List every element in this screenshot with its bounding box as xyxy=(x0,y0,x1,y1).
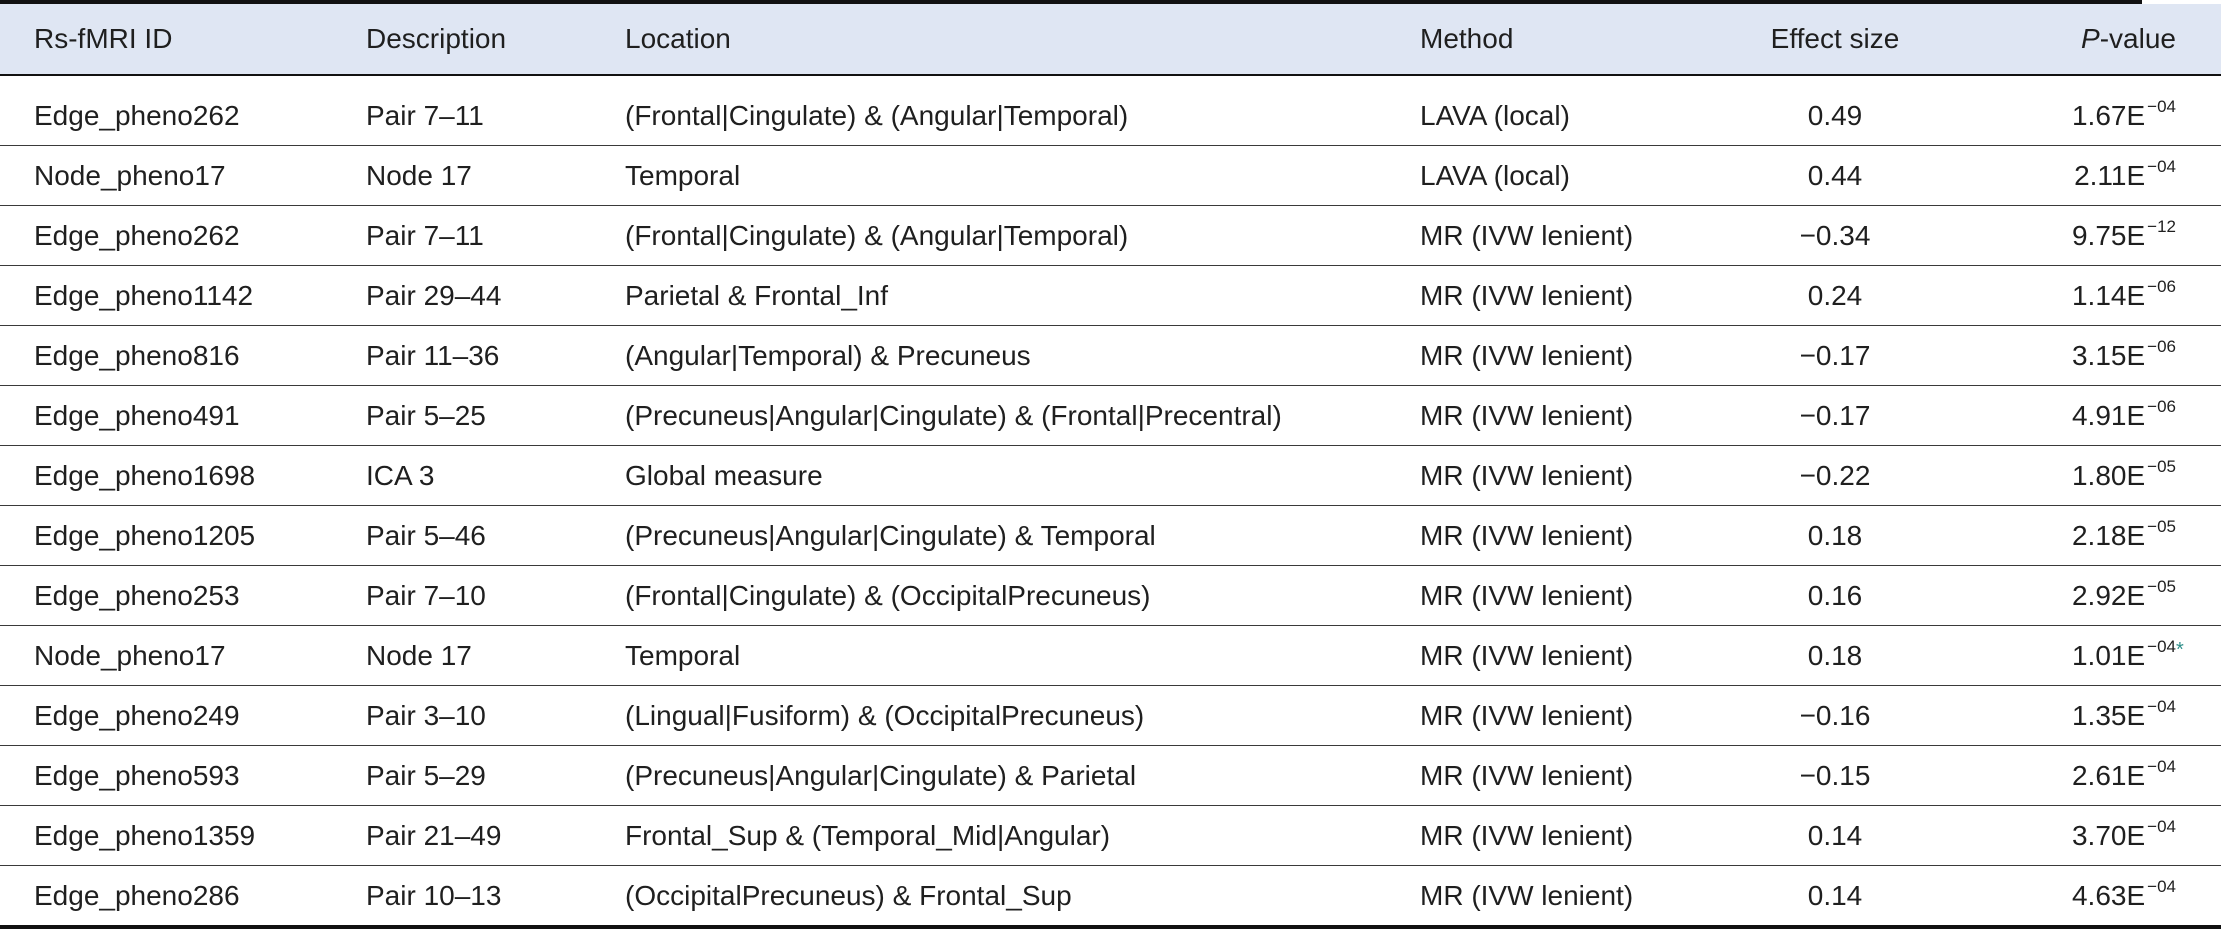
p-value-base: 1.35E xyxy=(2071,699,2146,731)
cell-effect-size: −0.34 xyxy=(1720,206,1950,266)
p-value-base: 3.15E xyxy=(2071,339,2146,371)
cell-location: (Frontal|Cingulate) & (OccipitalPrecuneus) xyxy=(625,566,1420,626)
cell-method: MR (IVW lenient) xyxy=(1420,566,1720,626)
cell-p-value xyxy=(1950,506,2221,566)
p-value-base: 2.92E xyxy=(2071,579,2146,611)
table-row xyxy=(0,806,2221,866)
cell-rs-fmri-id: Node_pheno17 xyxy=(0,146,366,206)
cell-location: Global measure xyxy=(625,446,1420,506)
results-table xyxy=(0,4,2221,929)
cell-effect-size: 0.14 xyxy=(1720,806,1950,866)
cell-location: Temporal xyxy=(625,626,1420,686)
table-row xyxy=(0,86,2221,146)
header-rs-fmri-id: Rs-fMRI ID xyxy=(0,4,366,75)
cell-p-value xyxy=(1950,746,2221,806)
cell-effect-size: −0.22 xyxy=(1720,446,1950,506)
cell-p-value xyxy=(1950,86,2221,146)
cell-effect-size: −0.17 xyxy=(1720,386,1950,446)
table-row xyxy=(0,206,2221,266)
cell-effect-size: −0.15 xyxy=(1720,746,1950,806)
p-value-base: 4.91E xyxy=(2071,399,2146,431)
cell-p-value xyxy=(1950,146,2221,206)
cell-p-value xyxy=(1950,806,2221,866)
cell-rs-fmri-id: Edge_pheno491 xyxy=(0,386,366,446)
spacer-row xyxy=(0,75,2221,86)
cell-method: LAVA (local) xyxy=(1420,146,1720,206)
table-row xyxy=(0,866,2221,928)
table-row xyxy=(0,266,2221,326)
table-row xyxy=(0,446,2221,506)
p-value-exponent: −06 xyxy=(2147,396,2176,416)
cell-description: Pair 5–46 xyxy=(366,506,625,566)
p-value-exponent: −04 xyxy=(2147,156,2176,176)
cell-location: (Precuneus|Angular|Cingulate) & (Frontal|Precentral) xyxy=(625,386,1420,446)
header-location: Location xyxy=(625,4,1420,75)
cell-method: MR (IVW lenient) xyxy=(1420,386,1720,446)
cell-location: (Lingual|Fusiform) & (OccipitalPrecuneus) xyxy=(625,686,1420,746)
cell-method: MR (IVW lenient) xyxy=(1420,206,1720,266)
cell-description: Pair 11–36 xyxy=(366,326,625,386)
cell-p-value xyxy=(1950,446,2221,506)
cell-method: MR (IVW lenient) xyxy=(1420,506,1720,566)
cell-p-value xyxy=(1950,386,2221,446)
p-value-exponent: −04 xyxy=(2147,636,2176,656)
p-value-base: 1.14E xyxy=(2071,279,2146,311)
cell-description: Pair 7–10 xyxy=(366,566,625,626)
cell-effect-size: 0.16 xyxy=(1720,566,1950,626)
cell-description: Pair 5–29 xyxy=(366,746,625,806)
p-value-exponent: −05 xyxy=(2147,576,2176,596)
p-value-exponent: −05 xyxy=(2147,516,2176,536)
table-row xyxy=(0,146,2221,206)
header-row xyxy=(0,4,2221,75)
cell-effect-size: −0.17 xyxy=(1720,326,1950,386)
p-value-exponent: −04 xyxy=(2147,876,2176,896)
cell-description: Pair 3–10 xyxy=(366,686,625,746)
p-value-exponent: −12 xyxy=(2147,216,2176,236)
p-value-base: 1.01E xyxy=(2071,639,2146,671)
cell-rs-fmri-id: Edge_pheno262 xyxy=(0,86,366,146)
cell-rs-fmri-id: Edge_pheno286 xyxy=(0,866,366,928)
p-value-exponent: −04 xyxy=(2147,816,2176,836)
cell-location: Frontal_Sup & (Temporal_Mid|Angular) xyxy=(625,806,1420,866)
table-row xyxy=(0,746,2221,806)
cell-rs-fmri-id: Edge_pheno253 xyxy=(0,566,366,626)
cell-description: Pair 21–49 xyxy=(366,806,625,866)
cell-effect-size: 0.49 xyxy=(1720,86,1950,146)
p-value-base: 1.80E xyxy=(2071,459,2146,491)
p-value-base: 1.67E xyxy=(2071,99,2146,131)
cell-rs-fmri-id: Edge_pheno1205 xyxy=(0,506,366,566)
cell-rs-fmri-id: Edge_pheno593 xyxy=(0,746,366,806)
cell-description: Pair 10–13 xyxy=(366,866,625,928)
cell-effect-size: 0.18 xyxy=(1720,506,1950,566)
cell-effect-size: 0.44 xyxy=(1720,146,1950,206)
cell-effect-size: 0.14 xyxy=(1720,866,1950,928)
header-p-letter: P xyxy=(2081,23,2100,54)
cell-method: MR (IVW lenient) xyxy=(1420,626,1720,686)
p-value-base: 4.63E xyxy=(2071,879,2146,911)
cell-description: Pair 29–44 xyxy=(366,266,625,326)
cell-location: (Precuneus|Angular|Cingulate) & Temporal xyxy=(625,506,1420,566)
p-value-base: 2.61E xyxy=(2071,759,2146,791)
cell-effect-size: 0.24 xyxy=(1720,266,1950,326)
cell-effect-size: −0.16 xyxy=(1720,686,1950,746)
cell-location: (OccipitalPrecuneus) & Frontal_Sup xyxy=(625,866,1420,928)
cell-rs-fmri-id: Edge_pheno1698 xyxy=(0,446,366,506)
cell-description: Node 17 xyxy=(366,626,625,686)
table-row xyxy=(0,506,2221,566)
table-row xyxy=(0,566,2221,626)
footnote-mark: * xyxy=(2176,638,2184,661)
cell-p-value xyxy=(1950,206,2221,266)
cell-p-value xyxy=(1950,326,2221,386)
table-row xyxy=(0,326,2221,386)
cell-location: Parietal & Frontal_Inf xyxy=(625,266,1420,326)
table-row xyxy=(0,386,2221,446)
cell-p-value xyxy=(1950,626,2221,686)
cell-location: (Frontal|Cingulate) & (Angular|Temporal) xyxy=(625,86,1420,146)
cell-method: MR (IVW lenient) xyxy=(1420,686,1720,746)
cell-rs-fmri-id: Edge_pheno1359 xyxy=(0,806,366,866)
spacer-cell xyxy=(0,75,2221,86)
p-value-base: 3.70E xyxy=(2071,819,2146,851)
cell-p-value xyxy=(1950,866,2221,928)
p-value-base: 2.18E xyxy=(2071,519,2146,551)
cell-description: Pair 7–11 xyxy=(366,206,625,266)
cell-location: Temporal xyxy=(625,146,1420,206)
cell-method: MR (IVW lenient) xyxy=(1420,866,1720,928)
cell-p-value xyxy=(1950,566,2221,626)
cell-rs-fmri-id: Edge_pheno262 xyxy=(0,206,366,266)
p-value-exponent: −05 xyxy=(2147,456,2176,476)
p-value-exponent: −06 xyxy=(2147,336,2176,356)
cell-description: Pair 7–11 xyxy=(366,86,625,146)
cell-method: MR (IVW lenient) xyxy=(1420,326,1720,386)
cell-method: MR (IVW lenient) xyxy=(1420,806,1720,866)
p-value-exponent: −04 xyxy=(2147,96,2176,116)
cell-rs-fmri-id: Edge_pheno249 xyxy=(0,686,366,746)
cell-description: ICA 3 xyxy=(366,446,625,506)
cell-rs-fmri-id: Edge_pheno1142 xyxy=(0,266,366,326)
cell-method: LAVA (local) xyxy=(1420,86,1720,146)
cell-method: MR (IVW lenient) xyxy=(1420,746,1720,806)
p-value-base: 9.75E xyxy=(2071,219,2146,251)
cell-rs-fmri-id: Node_pheno17 xyxy=(0,626,366,686)
cell-location: (Frontal|Cingulate) & (Angular|Temporal) xyxy=(625,206,1420,266)
cell-rs-fmri-id: Edge_pheno816 xyxy=(0,326,366,386)
cell-location: (Precuneus|Angular|Cingulate) & Parietal xyxy=(625,746,1420,806)
header-p-suffix: -value xyxy=(2099,23,2176,54)
cell-p-value xyxy=(1950,266,2221,326)
table-row xyxy=(0,686,2221,746)
cell-location: (Angular|Temporal) & Precuneus xyxy=(625,326,1420,386)
p-value-exponent: −04 xyxy=(2147,756,2176,776)
p-value-base: 2.11E xyxy=(2074,159,2146,191)
table-body xyxy=(0,75,2221,927)
header-method: Method xyxy=(1420,4,1720,75)
cell-description: Node 17 xyxy=(366,146,625,206)
header-description: Description xyxy=(366,4,625,75)
cell-effect-size: 0.18 xyxy=(1720,626,1950,686)
header-effect-size: Effect size xyxy=(1720,4,1950,75)
cell-p-value xyxy=(1950,686,2221,746)
p-value-exponent: −04 xyxy=(2147,696,2176,716)
p-value-exponent: −06 xyxy=(2147,276,2176,296)
table-row xyxy=(0,626,2221,686)
cell-description: Pair 5–25 xyxy=(366,386,625,446)
cell-method: MR (IVW lenient) xyxy=(1420,266,1720,326)
cell-method: MR (IVW lenient) xyxy=(1420,446,1720,506)
header-p-value xyxy=(1950,4,2221,75)
